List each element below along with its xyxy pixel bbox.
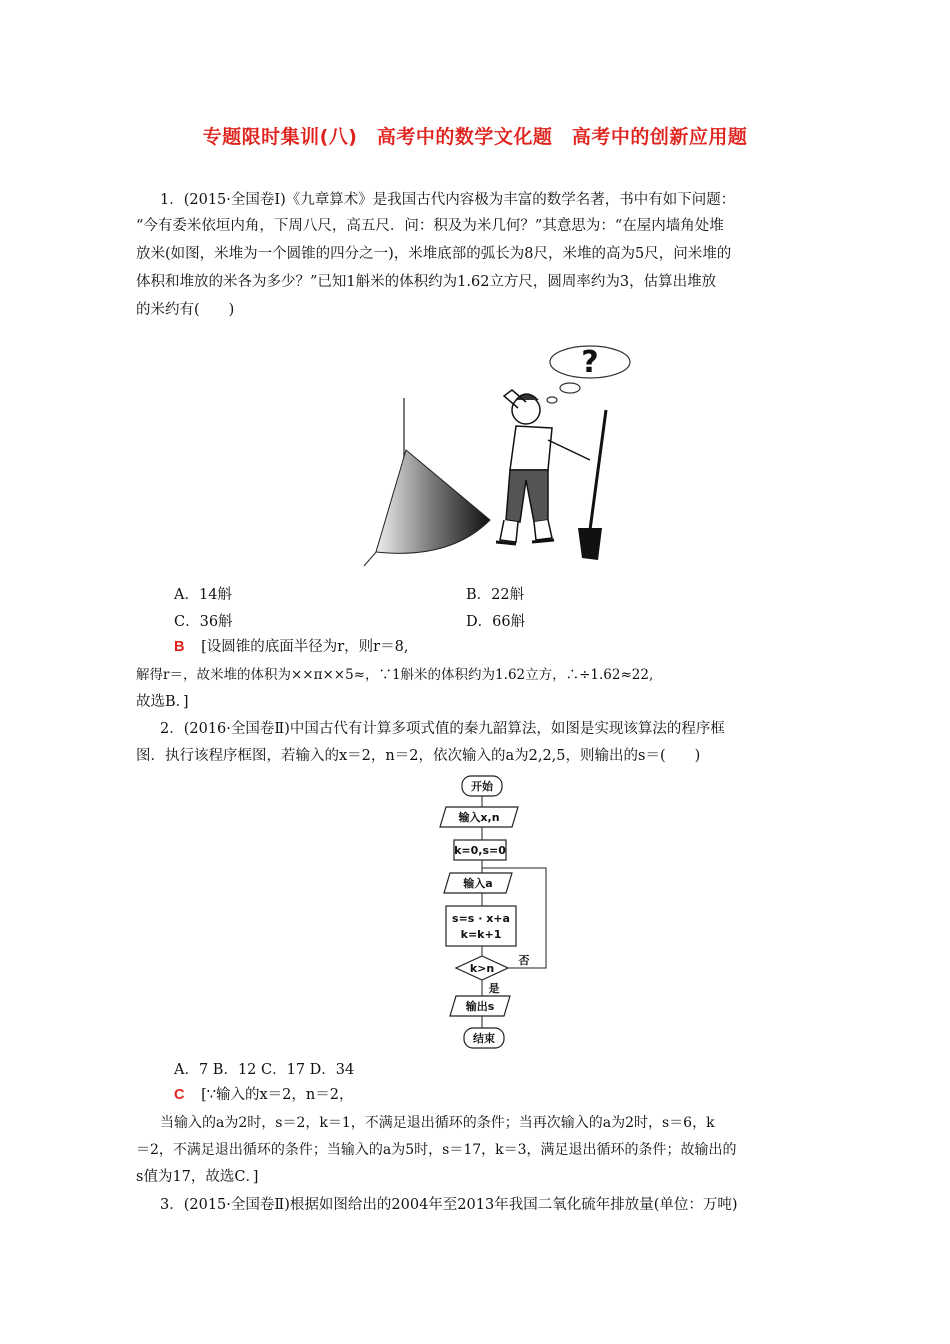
flow-no-label: 否 bbox=[518, 954, 530, 967]
q1-text-line: “今有委米依垣内角，下周八尺，高五尺．问：积及为米几何？”其意思为：“在屋内墙角处堆 bbox=[136, 218, 724, 234]
answer-letter: C bbox=[174, 1087, 185, 1103]
person-figure bbox=[496, 390, 590, 544]
option-b[interactable]: B．22斛 bbox=[466, 587, 525, 603]
option-d[interactable]: D．66斛 bbox=[466, 614, 526, 630]
solution-line: 当输入的a为2时，s＝2，k＝1，不满足退出循环的条件；当再次输入的a为2时，s＝6，k bbox=[160, 1115, 715, 1131]
q3-text-line: 3．(2015·全国卷Ⅱ)根据如图给出的2004年至2013年我国二氧化硫年排放量(单位：万吨) bbox=[160, 1197, 738, 1213]
flow-input-a: 输入a bbox=[463, 877, 493, 890]
answer-letter: B bbox=[174, 639, 185, 655]
flow-output: 输出s bbox=[465, 1000, 495, 1013]
flow-calc-k: k=k+1 bbox=[460, 928, 502, 941]
flow-input-xn: 输入x,n bbox=[458, 811, 500, 824]
q2-text-line: 2．(2016·全国卷Ⅱ)中国古代有计算多项式值的秦九韶算法，如图是实现该算法的程序框 bbox=[160, 721, 725, 737]
solution-line: 解得r＝，故米堆的体积为××π××5≈，∵1斛米的体积约为1.62立方，∴÷1.62≈22, bbox=[136, 667, 654, 683]
flow-condition: k>n bbox=[469, 962, 495, 975]
q1-text-line: 放米(如图，米堆为一个圆锥的四分之一)，米堆底部的弧长为8尺，米堆的高为5尺，问米堆的 bbox=[136, 246, 732, 262]
page-title: 专题限时集训(八) 高考中的数学文化题 高考中的创新应用题 bbox=[202, 126, 748, 148]
rice-pile-cone bbox=[376, 450, 490, 553]
q2-text-line: 图．执行该程序框图，若输入的x＝2，n＝2，依次输入的a为2,2,5，则输出的s＝( ) bbox=[136, 748, 701, 764]
option-a[interactable]: A．14斛 bbox=[174, 587, 232, 603]
q1-text-line: 体积和堆放的米各为多少？”已知1斛米的体积约为1.62立方尺，圆周率约为3，估算出堆放 bbox=[136, 274, 717, 290]
flow-start: 开始 bbox=[471, 780, 493, 793]
flow-calc-s: s=s · x+a bbox=[452, 912, 510, 925]
q1-text-line: 1．(2015·全国卷Ⅰ)《九章算术》是我国古代内容极为丰富的数学名著，书中有如下问题： bbox=[160, 192, 736, 208]
option-c[interactable]: C．36斛 bbox=[174, 614, 233, 630]
question-mark: ? bbox=[581, 345, 599, 380]
flowchart bbox=[430, 772, 570, 1054]
flow-yes-label: 是 bbox=[488, 982, 500, 995]
rice-pile-illustration bbox=[340, 330, 640, 570]
flow-end: 结束 bbox=[473, 1032, 495, 1045]
solution-line: 故选B．] bbox=[136, 694, 189, 710]
solution-line: s值为17，故选C．] bbox=[136, 1169, 259, 1185]
solution-line: [设圆锥的底面半径为r，则r＝8, bbox=[201, 639, 409, 655]
q1-text-line: 的米约有( ) bbox=[136, 302, 235, 318]
flow-init: k=0,s=0 bbox=[454, 844, 506, 857]
solution-line: [∵输入的x＝2，n＝2， bbox=[201, 1087, 354, 1103]
q2-options[interactable]: A．7 B．12 C．17 D．34 bbox=[174, 1062, 355, 1078]
solution-line: ＝2，不满足退出循环的条件；当输入的a为5时，s＝17，k＝3，满足退出循环的条件；故输出的 bbox=[136, 1142, 737, 1158]
